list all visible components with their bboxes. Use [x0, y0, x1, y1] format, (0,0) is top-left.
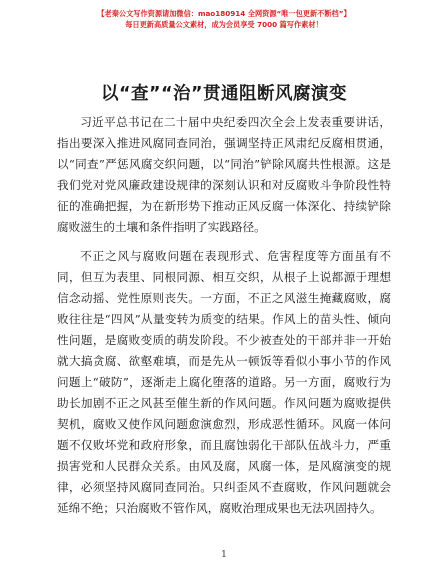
promo-banner [0, 8, 448, 30]
promo-line-2: 每日更新高质量公文素材，成为会员享受 7000 篇写作素材！ [125, 20, 323, 29]
article-body [57, 112, 391, 527]
paragraph-2: 不正之风与腐败问题在表现形式、危害程度等方面虽有不同，但互为表里、同根同源、相互交织，从根子上说都源于理想信念动摇、党性原则丧失。一方面，不正之风滋生掩藏腐败，腐败往往是“四风”从量变转为质变的结果。作风上的苗头性、倾向性问题，是腐败变质的萌发阶段。不少被查处的干部并非一开始就大搞贪腐、欲壑难填，而是先从一顿饭等看似小事小节的作风问题上“破防”，逐渐走上腐化堕落的道路。另一方面，腐败行为助长加剧不正之风甚至催生新的作风问题。作风问题为腐败提供契机，腐败又使作风问题愈演愈烈，形成恶性循环。风腐一体问题不仅败坏党和政府形象，而且腐蚀弱化干部队伍战斗力，严重损害党和人民群众关系。由风及腐，风腐一体，是风腐演变的规律，必须坚持风腐同查同治。只纠歪风不查腐败，作风问题就会延绵不绝；只治腐败不管作风，腐败治理成果也无法巩固持久。 [57, 249, 391, 515]
page-title: 以“查”“治”贯通阻断风腐演变 [100, 84, 347, 104]
paragraph-1: 习近平总书记在二十届中央纪委四次全会上发表重要讲话，指出要深入推进风腐同查同治，强调坚持正风肃纪反腐相贯通，以“同查”严惩风腐交织问题，以“同治”铲除风腐共性根源。这是我们党对党风廉政建设规律的深刻认识和对反腐败斗争阶段性特征的准确把握，为在新形势下推动正风反腐一体深化、持续铲除腐败滋生的土壤和条件指明了实践路径。 [57, 115, 391, 234]
page-number: 1 [221, 550, 227, 560]
promo-line-1: 【老秦公文写作资源请加微信：mao180914 全网资源“唯一包更新不断档”】 [97, 9, 351, 18]
